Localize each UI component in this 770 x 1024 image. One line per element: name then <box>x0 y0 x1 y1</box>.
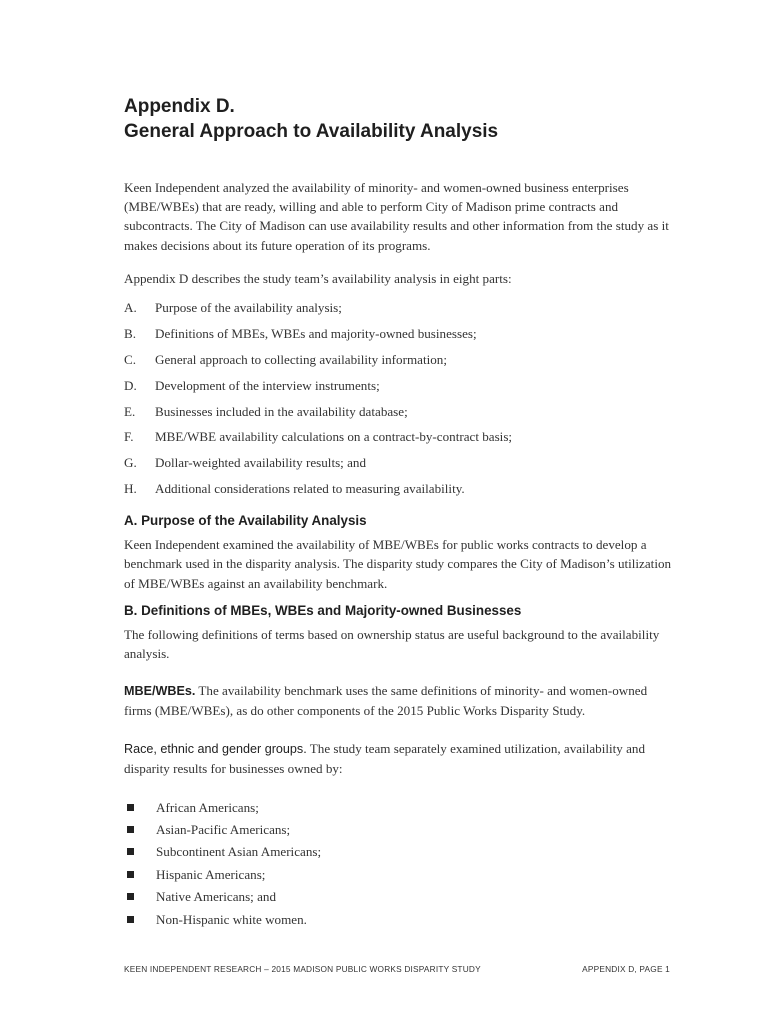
mbe-wbe-run-in-heading: MBE/WBEs. <box>124 684 196 699</box>
footer-left: KEEN INDEPENDENT RESEARCH – 2015 MADISON PUBLIC WORKS DISPARITY STUDY <box>124 964 481 974</box>
footer-page-number: APPENDIX D, PAGE 1 <box>582 964 670 974</box>
list-text: Dollar-weighted availability results; and <box>155 455 366 471</box>
square-bullet-icon <box>127 848 134 855</box>
title-line-1: Appendix D. <box>124 96 235 117</box>
document-body <box>124 178 672 930</box>
list-letter: E. <box>124 403 136 419</box>
groups-text: The study team separately examined utilization, availability and disparity results for businesses owned by: <box>124 740 646 776</box>
list-text: Purpose of the availability analysis; <box>155 300 342 316</box>
list-text: MBE/WBE availability calculations on a contract-by-contract basis; <box>155 429 513 445</box>
list-text: Non-Hispanic white women. <box>156 911 307 927</box>
square-bullet-icon <box>127 804 134 811</box>
mbe-wbe-text: The availability benchmark uses the same definitions of minority- and women-owned firms (MBE/WBEs), as do other components of the 2015 Public Works Disparity Study. <box>124 683 648 719</box>
list-text: Businesses included in the availability database; <box>155 403 408 419</box>
square-bullet-icon <box>127 893 134 900</box>
page-footer <box>124 964 670 974</box>
list-item <box>124 863 672 885</box>
list-item <box>124 376 672 402</box>
groups-list <box>124 796 672 930</box>
intro-paragraph: Keen Independent analyzed the availability of minority- and women-owned business enterprises (MBE/WBEs) that are ready, willing and able to perform City of Madison prime contracts and subcontracts. The City of Madison can use availability results and other information from the study as it makes decisions about its future operation of its programs. <box>124 180 669 253</box>
list-item <box>124 886 672 908</box>
square-bullet-icon <box>127 871 134 878</box>
list-item <box>124 841 672 863</box>
parts-lead: Appendix D describes the study team’s availability analysis in eight parts: <box>124 270 512 286</box>
square-bullet-icon <box>127 916 134 923</box>
list-item <box>124 324 672 350</box>
list-item <box>124 453 672 479</box>
list-text: Development of the interview instruments; <box>155 377 380 393</box>
list-item <box>124 908 672 930</box>
list-letter: G. <box>124 455 137 471</box>
section-a-paragraph: Keen Independent examined the availability of MBE/WBEs for public works contracts to develop a benchmark used in the disparity analysis. The disparity study compares the City of Madison’s utilization of MBE/WBEs against an availability benchmark. <box>124 537 672 591</box>
list-text: General approach to collecting availability information; <box>155 351 447 367</box>
list-text: Subcontinent Asian Americans; <box>156 844 322 860</box>
groups-run-in-heading: Race, ethnic and gender groups. <box>124 741 307 756</box>
parts-list <box>124 298 672 505</box>
list-item <box>124 350 672 376</box>
section-b-paragraph: The following definitions of terms based on ownership status are useful background to the availability analysis. <box>124 626 660 661</box>
page-title <box>124 94 498 144</box>
list-text: African Americans; <box>156 799 259 815</box>
section-b-heading: B. Definitions of MBEs, WBEs and Majority-owned Businesses <box>124 602 522 618</box>
list-text: Hispanic Americans; <box>156 866 266 882</box>
title-line-2: General Approach to Availability Analysis <box>124 121 499 142</box>
list-letter: A. <box>124 300 137 316</box>
list-item <box>124 298 672 324</box>
list-text: Native Americans; and <box>156 889 276 905</box>
section-a-heading: A. Purpose of the Availability Analysis <box>124 513 367 529</box>
list-item <box>124 402 672 428</box>
list-text: Definitions of MBEs, WBEs and majority-owned businesses; <box>155 325 477 341</box>
list-item <box>124 427 672 453</box>
list-item <box>124 818 672 840</box>
list-item <box>124 479 672 505</box>
list-letter: B. <box>124 325 137 341</box>
list-letter: H. <box>124 481 137 497</box>
list-text: Additional considerations related to measuring availability. <box>155 481 465 497</box>
list-letter: F. <box>124 429 134 445</box>
list-letter: D. <box>124 377 137 393</box>
mbe-wbe-paragraph <box>124 681 672 720</box>
list-text: Asian-Pacific Americans; <box>156 821 291 837</box>
list-letter: C. <box>124 351 137 367</box>
groups-paragraph <box>124 739 672 778</box>
square-bullet-icon <box>127 826 134 833</box>
list-item <box>124 796 672 818</box>
